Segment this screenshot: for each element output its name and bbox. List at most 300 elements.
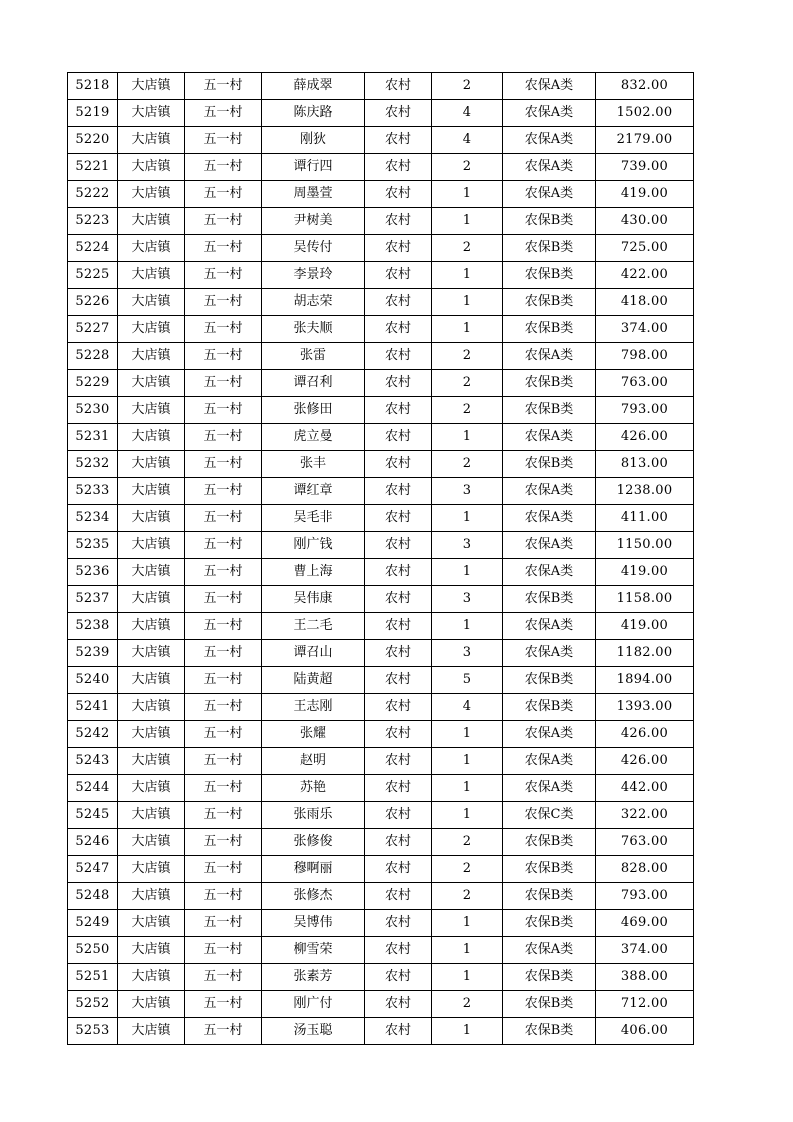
town-cell: 大店镇 [118,667,185,694]
village-cell: 五一村 [185,181,262,208]
insurance-class-cell: 农保A类 [503,505,596,532]
amount-cell: 813.00 [596,451,694,478]
insurance-class-cell: 农保B类 [503,829,596,856]
amount-cell: 430.00 [596,208,694,235]
town-cell: 大店镇 [118,802,185,829]
insurance-class-cell: 农保A类 [503,613,596,640]
village-cell: 五一村 [185,802,262,829]
town-cell: 大店镇 [118,640,185,667]
table-row [68,937,694,964]
area-type-cell: 农村 [365,370,432,397]
amount-cell: 374.00 [596,937,694,964]
village-cell: 五一村 [185,937,262,964]
household-count-cell: 3 [432,640,503,667]
table-row [68,370,694,397]
village-cell: 五一村 [185,100,262,127]
person-name-cell: 赵明 [262,748,365,775]
village-cell: 五一村 [185,316,262,343]
village-cell: 五一村 [185,370,262,397]
insurance-class-cell: 农保B类 [503,451,596,478]
person-name-cell: 谭行四 [262,154,365,181]
household-count-cell: 1 [432,775,503,802]
town-cell: 大店镇 [118,721,185,748]
person-name-cell: 刚广付 [262,991,365,1018]
area-type-cell: 农村 [365,1018,432,1045]
household-count-cell: 1 [432,721,503,748]
town-cell: 大店镇 [118,208,185,235]
table-row [68,73,694,100]
table-row [68,316,694,343]
person-name-cell: 尹树美 [262,208,365,235]
amount-cell: 1238.00 [596,478,694,505]
insurance-class-cell: 农保B类 [503,991,596,1018]
town-cell: 大店镇 [118,100,185,127]
person-name-cell: 周墨萱 [262,181,365,208]
amount-cell: 725.00 [596,235,694,262]
amount-cell: 1393.00 [596,694,694,721]
village-cell: 五一村 [185,829,262,856]
amount-cell: 419.00 [596,181,694,208]
town-cell: 大店镇 [118,937,185,964]
table-row [68,397,694,424]
area-type-cell: 农村 [365,235,432,262]
household-count-cell: 3 [432,532,503,559]
row-number-cell: 5238 [68,613,118,640]
person-name-cell: 张素芳 [262,964,365,991]
village-cell: 五一村 [185,262,262,289]
area-type-cell: 农村 [365,100,432,127]
table-row [68,262,694,289]
area-type-cell: 农村 [365,181,432,208]
table-row [68,478,694,505]
row-number-cell: 5233 [68,478,118,505]
amount-cell: 1158.00 [596,586,694,613]
person-name-cell: 陆黄超 [262,667,365,694]
insurance-class-cell: 农保A类 [503,532,596,559]
person-name-cell: 张修杰 [262,883,365,910]
area-type-cell: 农村 [365,505,432,532]
amount-cell: 739.00 [596,154,694,181]
person-name-cell: 陈庆路 [262,100,365,127]
insurance-class-cell: 农保B类 [503,856,596,883]
town-cell: 大店镇 [118,829,185,856]
town-cell: 大店镇 [118,424,185,451]
table-row [68,154,694,181]
area-type-cell: 农村 [365,856,432,883]
household-count-cell: 2 [432,235,503,262]
town-cell: 大店镇 [118,1018,185,1045]
town-cell: 大店镇 [118,127,185,154]
household-count-cell: 1 [432,505,503,532]
village-cell: 五一村 [185,667,262,694]
table-row [68,127,694,154]
row-number-cell: 5242 [68,721,118,748]
village-cell: 五一村 [185,1018,262,1045]
household-count-cell: 4 [432,100,503,127]
area-type-cell: 农村 [365,289,432,316]
person-name-cell: 苏艳 [262,775,365,802]
row-number-cell: 5218 [68,73,118,100]
person-name-cell: 谭召利 [262,370,365,397]
amount-cell: 426.00 [596,748,694,775]
village-cell: 五一村 [185,613,262,640]
row-number-cell: 5236 [68,559,118,586]
insurance-class-cell: 农保A类 [503,73,596,100]
person-name-cell: 王二毛 [262,613,365,640]
insurance-class-cell: 农保B类 [503,1018,596,1045]
person-name-cell: 吴伟康 [262,586,365,613]
village-cell: 五一村 [185,748,262,775]
amount-cell: 388.00 [596,964,694,991]
person-name-cell: 薛成翠 [262,73,365,100]
row-number-cell: 5237 [68,586,118,613]
area-type-cell: 农村 [365,154,432,181]
person-name-cell: 汤玉聪 [262,1018,365,1045]
data-table [67,72,694,1045]
table-row [68,802,694,829]
area-type-cell: 农村 [365,721,432,748]
area-type-cell: 农村 [365,208,432,235]
person-name-cell: 吴博伟 [262,910,365,937]
person-name-cell: 虎立曼 [262,424,365,451]
amount-cell: 426.00 [596,424,694,451]
row-number-cell: 5229 [68,370,118,397]
household-count-cell: 2 [432,397,503,424]
area-type-cell: 农村 [365,424,432,451]
amount-cell: 374.00 [596,316,694,343]
amount-cell: 322.00 [596,802,694,829]
table-row [68,208,694,235]
row-number-cell: 5225 [68,262,118,289]
table-row [68,343,694,370]
row-number-cell: 5247 [68,856,118,883]
household-count-cell: 1 [432,937,503,964]
town-cell: 大店镇 [118,235,185,262]
insurance-class-cell: 农保A类 [503,937,596,964]
insurance-class-cell: 农保A类 [503,640,596,667]
row-number-cell: 5223 [68,208,118,235]
table-row [68,856,694,883]
row-number-cell: 5249 [68,910,118,937]
amount-cell: 1894.00 [596,667,694,694]
amount-cell: 712.00 [596,991,694,1018]
area-type-cell: 农村 [365,343,432,370]
row-number-cell: 5221 [68,154,118,181]
household-count-cell: 2 [432,991,503,1018]
insurance-class-cell: 农保C类 [503,802,596,829]
area-type-cell: 农村 [365,910,432,937]
amount-cell: 419.00 [596,559,694,586]
table-row [68,451,694,478]
household-count-cell: 3 [432,586,503,613]
insurance-class-cell: 农保B类 [503,667,596,694]
insurance-class-cell: 农保A类 [503,775,596,802]
person-name-cell: 胡志荣 [262,289,365,316]
household-count-cell: 2 [432,829,503,856]
village-cell: 五一村 [185,721,262,748]
village-cell: 五一村 [185,856,262,883]
table-row [68,505,694,532]
village-cell: 五一村 [185,208,262,235]
table-row [68,613,694,640]
amount-cell: 442.00 [596,775,694,802]
household-count-cell: 1 [432,748,503,775]
row-number-cell: 5246 [68,829,118,856]
row-number-cell: 5224 [68,235,118,262]
village-cell: 五一村 [185,343,262,370]
table-row [68,910,694,937]
row-number-cell: 5228 [68,343,118,370]
insurance-class-cell: 农保B类 [503,910,596,937]
amount-cell: 426.00 [596,721,694,748]
village-cell: 五一村 [185,505,262,532]
row-number-cell: 5252 [68,991,118,1018]
table-row [68,667,694,694]
town-cell: 大店镇 [118,748,185,775]
person-name-cell: 张雷 [262,343,365,370]
row-number-cell: 5232 [68,451,118,478]
area-type-cell: 农村 [365,532,432,559]
amount-cell: 419.00 [596,613,694,640]
household-count-cell: 1 [432,208,503,235]
household-count-cell: 1 [432,559,503,586]
town-cell: 大店镇 [118,316,185,343]
area-type-cell: 农村 [365,829,432,856]
village-cell: 五一村 [185,883,262,910]
person-name-cell: 曹上海 [262,559,365,586]
person-name-cell: 李景玲 [262,262,365,289]
insurance-class-cell: 农保B类 [503,586,596,613]
insurance-class-cell: 农保A类 [503,748,596,775]
person-name-cell: 张修俊 [262,829,365,856]
household-count-cell: 4 [432,127,503,154]
household-count-cell: 1 [432,1018,503,1045]
household-count-cell: 2 [432,154,503,181]
table-row [68,586,694,613]
town-cell: 大店镇 [118,181,185,208]
amount-cell: 406.00 [596,1018,694,1045]
town-cell: 大店镇 [118,856,185,883]
person-name-cell: 谭红章 [262,478,365,505]
town-cell: 大店镇 [118,262,185,289]
table-row [68,100,694,127]
area-type-cell: 农村 [365,883,432,910]
amount-cell: 763.00 [596,370,694,397]
row-number-cell: 5231 [68,424,118,451]
insurance-class-cell: 农保A类 [503,154,596,181]
person-name-cell: 吴毛非 [262,505,365,532]
row-number-cell: 5220 [68,127,118,154]
town-cell: 大店镇 [118,73,185,100]
row-number-cell: 5253 [68,1018,118,1045]
table-row [68,181,694,208]
row-number-cell: 5245 [68,802,118,829]
town-cell: 大店镇 [118,370,185,397]
area-type-cell: 农村 [365,586,432,613]
amount-cell: 1150.00 [596,532,694,559]
town-cell: 大店镇 [118,613,185,640]
person-name-cell: 张夫顺 [262,316,365,343]
person-name-cell: 柳雪荣 [262,937,365,964]
household-count-cell: 1 [432,289,503,316]
village-cell: 五一村 [185,964,262,991]
insurance-class-cell: 农保A类 [503,343,596,370]
household-count-cell: 2 [432,73,503,100]
town-cell: 大店镇 [118,289,185,316]
table-body [68,73,694,1045]
town-cell: 大店镇 [118,154,185,181]
town-cell: 大店镇 [118,964,185,991]
village-cell: 五一村 [185,478,262,505]
person-name-cell: 王志刚 [262,694,365,721]
household-count-cell: 2 [432,451,503,478]
household-count-cell: 2 [432,370,503,397]
row-number-cell: 5244 [68,775,118,802]
table-row [68,964,694,991]
amount-cell: 798.00 [596,343,694,370]
table-row [68,883,694,910]
amount-cell: 1182.00 [596,640,694,667]
village-cell: 五一村 [185,73,262,100]
row-number-cell: 5248 [68,883,118,910]
amount-cell: 832.00 [596,73,694,100]
household-count-cell: 1 [432,424,503,451]
village-cell: 五一村 [185,775,262,802]
village-cell: 五一村 [185,532,262,559]
person-name-cell: 张雨乐 [262,802,365,829]
table-row [68,640,694,667]
household-count-cell: 1 [432,964,503,991]
area-type-cell: 农村 [365,397,432,424]
insurance-class-cell: 农保A类 [503,478,596,505]
table-row [68,1018,694,1045]
table-row [68,829,694,856]
row-number-cell: 5230 [68,397,118,424]
household-count-cell: 1 [432,316,503,343]
amount-cell: 793.00 [596,883,694,910]
row-number-cell: 5222 [68,181,118,208]
village-cell: 五一村 [185,127,262,154]
town-cell: 大店镇 [118,532,185,559]
town-cell: 大店镇 [118,883,185,910]
area-type-cell: 农村 [365,964,432,991]
area-type-cell: 农村 [365,937,432,964]
person-name-cell: 刚广钱 [262,532,365,559]
row-number-cell: 5240 [68,667,118,694]
row-number-cell: 5250 [68,937,118,964]
amount-cell: 2179.00 [596,127,694,154]
town-cell: 大店镇 [118,559,185,586]
row-number-cell: 5239 [68,640,118,667]
area-type-cell: 农村 [365,478,432,505]
town-cell: 大店镇 [118,775,185,802]
row-number-cell: 5251 [68,964,118,991]
insurance-class-cell: 农保B类 [503,964,596,991]
person-name-cell: 穆啊丽 [262,856,365,883]
table-row [68,991,694,1018]
insurance-class-cell: 农保A类 [503,181,596,208]
town-cell: 大店镇 [118,451,185,478]
household-count-cell: 5 [432,667,503,694]
area-type-cell: 农村 [365,559,432,586]
household-count-cell: 2 [432,883,503,910]
insurance-class-cell: 农保B类 [503,316,596,343]
village-cell: 五一村 [185,451,262,478]
village-cell: 五一村 [185,424,262,451]
row-number-cell: 5219 [68,100,118,127]
insurance-class-cell: 农保A类 [503,559,596,586]
area-type-cell: 农村 [365,748,432,775]
person-name-cell: 谭召山 [262,640,365,667]
table-row [68,721,694,748]
town-cell: 大店镇 [118,478,185,505]
village-cell: 五一村 [185,910,262,937]
insurance-class-cell: 农保B类 [503,262,596,289]
village-cell: 五一村 [185,289,262,316]
row-number-cell: 5235 [68,532,118,559]
amount-cell: 1502.00 [596,100,694,127]
row-number-cell: 5234 [68,505,118,532]
village-cell: 五一村 [185,991,262,1018]
household-count-cell: 1 [432,802,503,829]
area-type-cell: 农村 [365,262,432,289]
insurance-class-cell: 农保B类 [503,208,596,235]
area-type-cell: 农村 [365,802,432,829]
area-type-cell: 农村 [365,775,432,802]
town-cell: 大店镇 [118,991,185,1018]
area-type-cell: 农村 [365,613,432,640]
town-cell: 大店镇 [118,910,185,937]
table-row [68,694,694,721]
town-cell: 大店镇 [118,505,185,532]
amount-cell: 828.00 [596,856,694,883]
table-row [68,532,694,559]
amount-cell: 418.00 [596,289,694,316]
household-count-cell: 1 [432,181,503,208]
village-cell: 五一村 [185,694,262,721]
table-row [68,559,694,586]
person-name-cell: 张耀 [262,721,365,748]
insurance-class-cell: 农保B类 [503,235,596,262]
insurance-class-cell: 农保B类 [503,289,596,316]
amount-cell: 793.00 [596,397,694,424]
table-row [68,748,694,775]
village-cell: 五一村 [185,586,262,613]
row-number-cell: 5226 [68,289,118,316]
row-number-cell: 5243 [68,748,118,775]
insurance-class-cell: 农保B类 [503,883,596,910]
amount-cell: 422.00 [596,262,694,289]
insurance-class-cell: 农保B类 [503,694,596,721]
village-cell: 五一村 [185,640,262,667]
person-name-cell: 张丰 [262,451,365,478]
area-type-cell: 农村 [365,127,432,154]
insurance-class-cell: 农保A类 [503,100,596,127]
town-cell: 大店镇 [118,343,185,370]
village-cell: 五一村 [185,559,262,586]
amount-cell: 763.00 [596,829,694,856]
village-cell: 五一村 [185,397,262,424]
town-cell: 大店镇 [118,397,185,424]
table-row [68,775,694,802]
table-row [68,235,694,262]
village-cell: 五一村 [185,235,262,262]
table-row [68,424,694,451]
person-name-cell: 刚狄 [262,127,365,154]
town-cell: 大店镇 [118,694,185,721]
insurance-class-cell: 农保A类 [503,127,596,154]
household-count-cell: 1 [432,910,503,937]
